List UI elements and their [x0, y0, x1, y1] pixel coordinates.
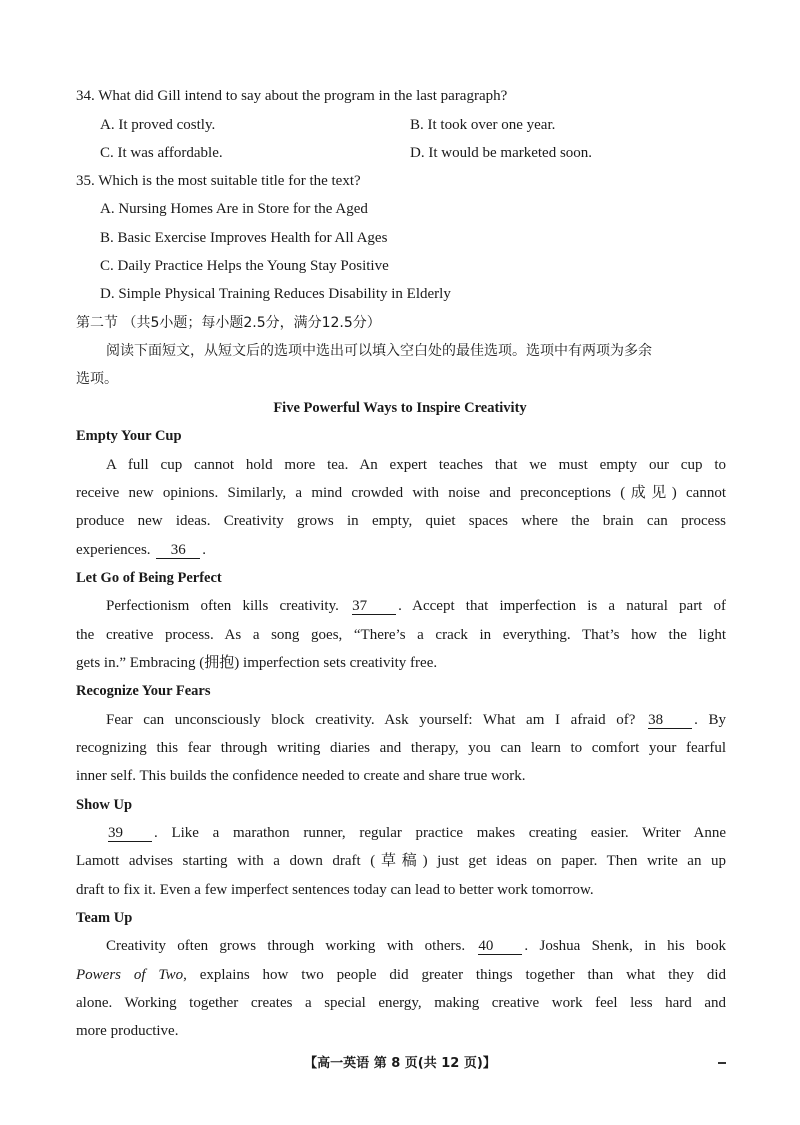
- instruction-text: 阅读下面短文，从短文后的选项中选出可以填入空白处的最佳选项。选项中有两项为多余: [106, 343, 652, 359]
- book-title: Powers of Two: [76, 967, 184, 983]
- paragraph-line: gets in.” Embracing (拥抱) imperfection sets creativity free.: [76, 655, 438, 671]
- paragraph-line: recognizing this fear through writing diaries and therapy, you can learn to comfort your fearful: [76, 740, 726, 756]
- blank-37: 37: [352, 598, 396, 615]
- section-header: 第二节 （共5小题；每小题2.5分，满分12.5分）: [76, 315, 381, 331]
- option-b: B. It took over one year.: [410, 117, 556, 133]
- option-b: B. Basic Exercise Improves Health for All Ages: [100, 230, 388, 246]
- corner-mark: [718, 1062, 726, 1064]
- paragraph-line: A full cup cannot hold more tea. An expert teaches that we must empty our cup to: [106, 457, 726, 473]
- text: , explains how two people did greater things together than what they did: [183, 967, 726, 983]
- option-d: D. It would be marketed soon.: [410, 145, 593, 161]
- subheading: Recognize Your Fears: [76, 683, 211, 699]
- question-35-stem: 35. Which is the most suitable title for the text?: [76, 173, 361, 189]
- page-footer: 【高一英语 第 8 页(共 12 页)】: [304, 1056, 496, 1071]
- text: . By: [694, 712, 727, 728]
- subheading: Team Up: [76, 910, 133, 926]
- paragraph-line: alone. Working together creates a special energy, making creative work feel less hard and: [76, 995, 726, 1011]
- text: Fear can unconsciously block creativity. Ask yourself: What am I afraid of?: [106, 712, 636, 728]
- subheading: Let Go of Being Perfect: [76, 570, 222, 586]
- text: Creativity often grows through working with others.: [106, 938, 466, 954]
- paragraph-line: [106, 596, 726, 616]
- paragraph-line: receive new opinions. Similarly, a mind crowded with noise and preconceptions (成见) cannot: [76, 485, 726, 501]
- instruction-text-cont: 选项。: [76, 371, 118, 387]
- text: . Like a marathon runner, regular practice makes creating easier. Writer Anne: [154, 825, 726, 841]
- question-34-stem: 34. What did Gill intend to say about the program in the last paragraph?: [76, 88, 508, 104]
- text: experiences.: [76, 542, 151, 558]
- blank-39: 39: [108, 825, 152, 842]
- paragraph-line: [106, 823, 726, 843]
- paragraph-line: Lamott advises starting with a down draft (草稿) just get ideas on paper. Then write an up: [76, 853, 726, 869]
- text: .: [202, 542, 207, 558]
- option-c: C. Daily Practice Helps the Young Stay Positive: [100, 258, 389, 274]
- text: . Joshua Shenk, in his book: [524, 938, 726, 954]
- blank-40: 40: [478, 938, 522, 955]
- paragraph-line: more productive.: [76, 1023, 179, 1039]
- passage-title: Five Powerful Ways to Inspire Creativity: [273, 400, 527, 416]
- option-c: C. It was affordable.: [100, 145, 223, 161]
- paragraph-line: draft to fix it. Even a few imperfect sentences today can lead to better work tomorrow.: [76, 882, 594, 898]
- text: Perfectionism often kills creativity.: [106, 598, 339, 614]
- question-34-options-row-2: [100, 143, 726, 163]
- question-34-options-row-1: [100, 115, 726, 135]
- paragraph-line: produce new ideas. Creativity grows in empty, quiet spaces where the brain can process: [76, 513, 726, 529]
- blank-36: 36: [156, 542, 200, 559]
- subheading: Show Up: [76, 797, 133, 813]
- paragraph-line: [106, 936, 726, 956]
- blank-38: 38: [648, 712, 692, 729]
- option-d: D. Simple Physical Training Reduces Disability in Elderly: [100, 286, 451, 302]
- option-a: A. It proved costly.: [100, 117, 216, 133]
- paragraph-line: [106, 710, 726, 730]
- subheading: Empty Your Cup: [76, 428, 182, 444]
- paragraph-line: the creative process. As a song goes, “There’s a crack in everything. That’s how the light: [76, 627, 726, 643]
- paragraph-line: [76, 540, 726, 560]
- paragraph-line: [76, 965, 726, 985]
- option-a: A. Nursing Homes Are in Store for the Aged: [100, 201, 368, 217]
- paragraph-line: inner self. This builds the confidence needed to create and share true work.: [76, 768, 526, 784]
- text: . Accept that imperfection is a natural part of: [398, 598, 727, 614]
